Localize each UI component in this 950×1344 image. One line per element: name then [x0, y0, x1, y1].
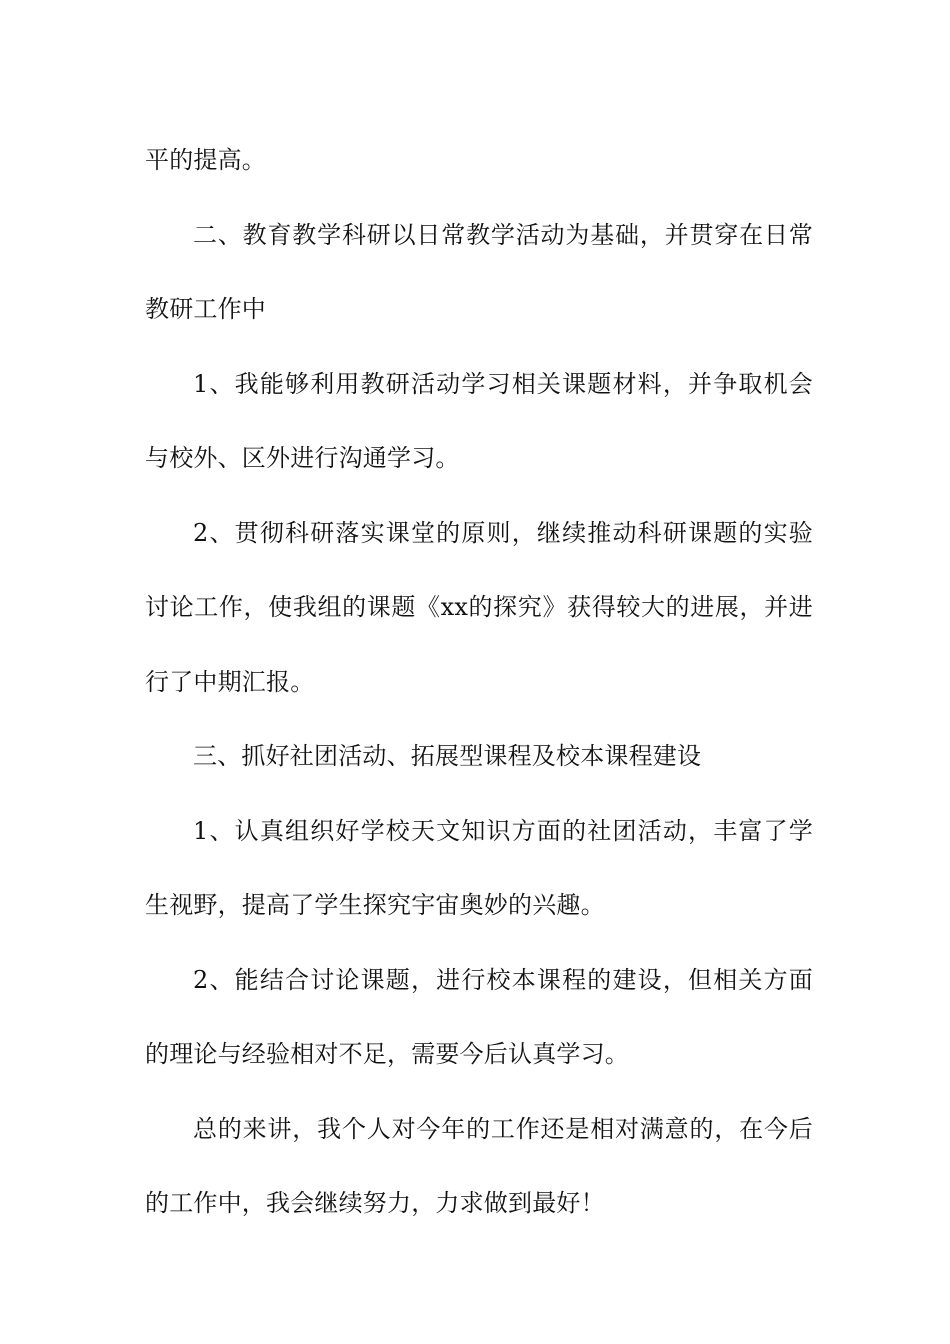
paragraph-item: 1、我能够利用教研活动学习相关课题材料，并争取机会与校外、区外进行沟通学习。 — [145, 369, 813, 472]
paragraph-continuation: 平的提高。 — [145, 146, 266, 174]
section-heading-three: 三、抓好社团活动、拓展型课程及校本课程建设 — [193, 742, 702, 770]
paragraph-conclusion: 总的来讲，我个人对今年的工作还是相对满意的，在今后的工作中，我会继续努力，力求做到最好！ — [145, 1114, 813, 1217]
section-heading-two: 二、教育教学科研以日常教学活动为基础，并贯穿在日常教研工作中 — [145, 220, 813, 323]
document-body — [145, 123, 813, 1241]
paragraph-item: 1、认真组织好学校天文知识方面的社团活动，丰富了学生视野，提高了学生探究宇宙奥妙的兴趣。 — [145, 816, 813, 919]
paragraph-item: 2、能结合讨论课题，进行校本课程的建设，但相关方面的理论与经验相对不足，需要今后认真学习。 — [145, 965, 813, 1068]
paragraph-item: 2、贯彻科研落实课堂的原则，继续推动科研课题的实验讨论工作，使我组的课题《xx的探究》获得较大的进展，并进行了中期汇报。 — [145, 518, 813, 696]
